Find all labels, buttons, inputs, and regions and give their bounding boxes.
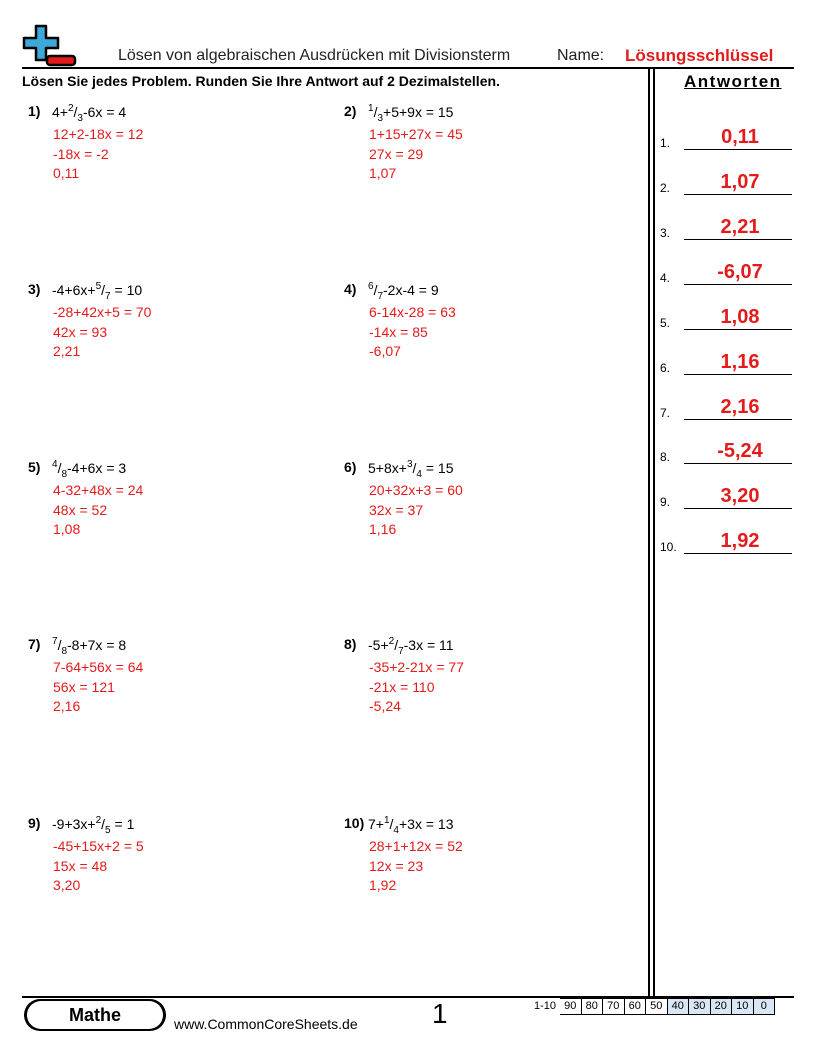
score-cell: 70 xyxy=(603,998,625,1015)
solution-step: -21x = 110 xyxy=(369,678,435,695)
answer-line xyxy=(684,284,792,285)
problem-equation xyxy=(52,459,126,480)
answer-row xyxy=(660,245,792,285)
fraction-slash: / xyxy=(57,637,62,653)
name-label: Name: xyxy=(557,47,605,64)
solution-step: 12+2-18x = 12 xyxy=(53,126,144,142)
score-cell: 30 xyxy=(689,998,711,1015)
fraction-denominator: 8 xyxy=(61,469,68,480)
solution-step: 32x = 37 xyxy=(369,501,424,518)
problem-number: 10) xyxy=(344,815,365,831)
answer-number: 10. xyxy=(660,540,677,554)
answer-number: 5. xyxy=(660,316,671,330)
answer-row xyxy=(660,380,792,420)
problem-equation xyxy=(368,636,454,657)
fraction-denominator: 5 xyxy=(105,825,111,836)
header-divider xyxy=(22,67,794,69)
solution-step: 2,21 xyxy=(53,343,81,359)
answer-line xyxy=(684,329,792,330)
solution-step: -5,24 xyxy=(369,698,401,714)
fraction-denominator: 4 xyxy=(416,469,422,480)
website-link[interactable]: www.CommonCoreSheets.de xyxy=(174,1016,358,1032)
fraction-slash: / xyxy=(389,816,394,832)
equation-suffix: -6x = 4 xyxy=(82,104,127,120)
solution-step: 1+15+27x = 45 xyxy=(369,126,463,142)
plus-minus-logo-icon xyxy=(22,24,78,68)
solution-step: 15x = 48 xyxy=(53,857,108,874)
equation-prefix: 5+8x+ xyxy=(368,460,407,476)
solution-step: 2,16 xyxy=(53,698,81,714)
fraction-numerator: 3 xyxy=(406,459,413,470)
solution-step: 6-14x-28 = 63 xyxy=(369,304,456,320)
equation-prefix: 4+ xyxy=(52,104,68,120)
column-divider xyxy=(653,68,655,996)
solution-steps xyxy=(53,837,144,896)
subject-badge xyxy=(24,999,166,1031)
problem-number: 2) xyxy=(344,103,357,119)
answer-row xyxy=(660,469,792,509)
fraction-slash: / xyxy=(394,637,399,653)
answer-value: 3,20 xyxy=(720,485,760,507)
answer-value: -6,07 xyxy=(717,261,763,283)
answer-line xyxy=(684,508,792,509)
solution-steps xyxy=(369,303,456,362)
answer-row xyxy=(660,200,792,240)
problem-equation xyxy=(368,459,453,480)
equation-prefix: -5+ xyxy=(368,637,389,653)
worksheet-title: Lösen von algebraischen Ausdrücken mit Divisionsterm xyxy=(118,47,511,64)
score-cell: 10 xyxy=(732,998,754,1015)
problem-number: 8) xyxy=(344,636,357,652)
problem-number: 5) xyxy=(28,459,41,475)
solution-step: -35+2-21x = 77 xyxy=(369,659,464,675)
column-divider xyxy=(648,68,650,996)
problem-equation xyxy=(52,815,134,836)
fraction-numerator: 5 xyxy=(95,281,102,292)
solution-step: 27x = 29 xyxy=(369,145,424,162)
solution-step: 28+1+12x = 52 xyxy=(369,838,463,854)
problem-equation xyxy=(368,281,439,302)
instructions: Lösen Sie jedes Problem. Runden Sie Ihre Antwort auf 2 Dezimalstellen. xyxy=(22,73,500,89)
score-cell: 20 xyxy=(711,998,733,1015)
score-cell: 50 xyxy=(646,998,668,1015)
solution-step: 4-32+48x = 24 xyxy=(53,482,144,498)
solution-steps xyxy=(369,658,464,717)
solution-steps xyxy=(53,303,151,362)
solution-step: 20+32x+3 = 60 xyxy=(369,482,463,498)
fraction-numerator: 1 xyxy=(368,103,374,114)
solution-steps xyxy=(369,125,463,184)
equation-suffix: -4+6x = 3 xyxy=(67,460,127,476)
answer-number: 3. xyxy=(660,226,671,240)
equation-suffix: -2x-4 = 9 xyxy=(383,282,439,298)
equation-suffix: -3x = 11 xyxy=(403,637,454,653)
equation-suffix: +5+9x = 15 xyxy=(383,104,454,120)
score-range-label: 1-10 xyxy=(534,1000,557,1012)
answer-value: -5,24 xyxy=(717,440,763,462)
problem-number: 4) xyxy=(344,281,357,297)
fraction-slash: / xyxy=(101,282,106,298)
solution-steps xyxy=(53,481,143,540)
answer-row xyxy=(660,290,792,330)
answer-value: 1,07 xyxy=(720,171,760,193)
fraction-numerator: 1 xyxy=(383,815,390,826)
page-number: 1 xyxy=(432,998,448,1029)
solution-steps xyxy=(369,481,463,540)
solution-steps xyxy=(53,658,143,717)
answer-number: 6. xyxy=(660,361,671,375)
answers-heading: Antworten xyxy=(684,72,782,91)
score-cell: 0 xyxy=(754,998,776,1015)
equation-suffix: = 10 xyxy=(110,282,143,298)
fraction-denominator: 3 xyxy=(77,113,83,124)
answer-line xyxy=(684,149,792,150)
fraction-denominator: 7 xyxy=(105,291,111,302)
answer-line xyxy=(684,374,792,375)
answer-line xyxy=(684,239,792,240)
fraction-numerator: 2 xyxy=(95,815,102,826)
fraction-denominator: 7 xyxy=(377,291,384,302)
solution-step: 0,11 xyxy=(53,165,80,181)
solution-step: 48x = 52 xyxy=(53,501,108,518)
answer-value: 1,16 xyxy=(720,351,760,373)
solution-step: -28+42x+5 = 70 xyxy=(53,304,152,320)
fraction-numerator: 7 xyxy=(52,636,58,647)
fraction-slash: / xyxy=(57,460,62,476)
fraction-denominator: 4 xyxy=(393,825,399,836)
fraction-numerator: 2 xyxy=(388,636,395,647)
solution-step: 1,07 xyxy=(369,165,397,181)
solution-step: 1,08 xyxy=(53,521,81,537)
solution-step: 1,92 xyxy=(369,877,397,893)
answer-value: 0,11 xyxy=(721,126,759,148)
fraction-numerator: 6 xyxy=(368,281,374,292)
answer-key-label: Lösungsschlüssel xyxy=(625,46,774,65)
fraction-slash: / xyxy=(373,104,378,120)
fraction-slash: / xyxy=(373,282,378,298)
score-cell: 40 xyxy=(668,998,690,1015)
fraction-denominator: 3 xyxy=(377,113,384,124)
answer-number: 1. xyxy=(660,136,671,150)
problem-number: 6) xyxy=(344,459,357,475)
solution-step: 7-64+56x = 64 xyxy=(53,659,144,675)
answer-row xyxy=(660,514,792,554)
problem-equation xyxy=(52,281,142,302)
fraction-slash: / xyxy=(412,460,417,476)
solution-steps xyxy=(369,837,463,896)
answer-value: 1,08 xyxy=(720,306,760,328)
solution-step: 1,16 xyxy=(369,521,397,537)
subject-label: Mathe xyxy=(27,1001,163,1029)
equation-suffix: +3x = 13 xyxy=(398,816,454,832)
solution-step: 56x = 121 xyxy=(53,678,115,695)
score-cell: 90 xyxy=(560,998,582,1015)
answer-number: 4. xyxy=(660,271,671,285)
solution-step: 12x = 23 xyxy=(369,857,424,874)
answer-row xyxy=(660,155,792,195)
answer-line xyxy=(684,553,792,554)
fraction-numerator: 2 xyxy=(67,103,74,114)
equation-suffix: = 1 xyxy=(110,816,135,832)
score-cell: 60 xyxy=(625,998,647,1015)
solution-step: -6,07 xyxy=(369,343,401,359)
problem-number: 1) xyxy=(28,103,41,119)
problem-number: 7) xyxy=(28,636,41,652)
answer-row xyxy=(660,424,792,464)
score-cell: 80 xyxy=(582,998,604,1015)
problem-number: 3) xyxy=(28,281,41,297)
score-table xyxy=(534,998,775,1015)
solution-step: -45+15x+2 = 5 xyxy=(53,838,144,854)
answer-line xyxy=(684,194,792,195)
fraction-slash: / xyxy=(73,104,78,120)
solution-steps xyxy=(53,125,143,184)
equation-suffix: = 15 xyxy=(421,460,454,476)
answer-value: 2,16 xyxy=(720,396,760,418)
answer-row xyxy=(660,110,792,150)
answer-number: 7. xyxy=(660,406,671,420)
equation-prefix: -9+3x+ xyxy=(52,816,96,832)
answer-line xyxy=(684,463,792,464)
problem-equation xyxy=(52,636,126,657)
answer-number: 2. xyxy=(660,181,671,195)
solution-step: 42x = 93 xyxy=(53,323,108,340)
fraction-slash: / xyxy=(101,816,106,832)
solution-step: -14x = 85 xyxy=(369,323,428,340)
fraction-numerator: 4 xyxy=(52,459,58,470)
equation-prefix: 7+ xyxy=(368,816,384,832)
problem-equation xyxy=(368,815,453,836)
fraction-denominator: 8 xyxy=(61,646,68,657)
equation-suffix: -8+7x = 8 xyxy=(67,637,127,653)
equation-prefix: -4+6x+ xyxy=(52,282,96,298)
fraction-denominator: 7 xyxy=(398,646,404,657)
problem-equation xyxy=(368,103,453,124)
solution-step: 3,20 xyxy=(53,877,81,893)
problem-equation xyxy=(52,103,126,124)
answer-value: 2,21 xyxy=(720,216,760,238)
problem-number: 9) xyxy=(28,815,41,831)
answer-number: 8. xyxy=(660,450,671,464)
solution-step: -18x = -2 xyxy=(53,145,109,162)
answer-number: 9. xyxy=(660,495,671,509)
answer-value: 1,92 xyxy=(720,530,760,552)
answer-row xyxy=(660,335,792,375)
answer-line xyxy=(684,419,792,420)
